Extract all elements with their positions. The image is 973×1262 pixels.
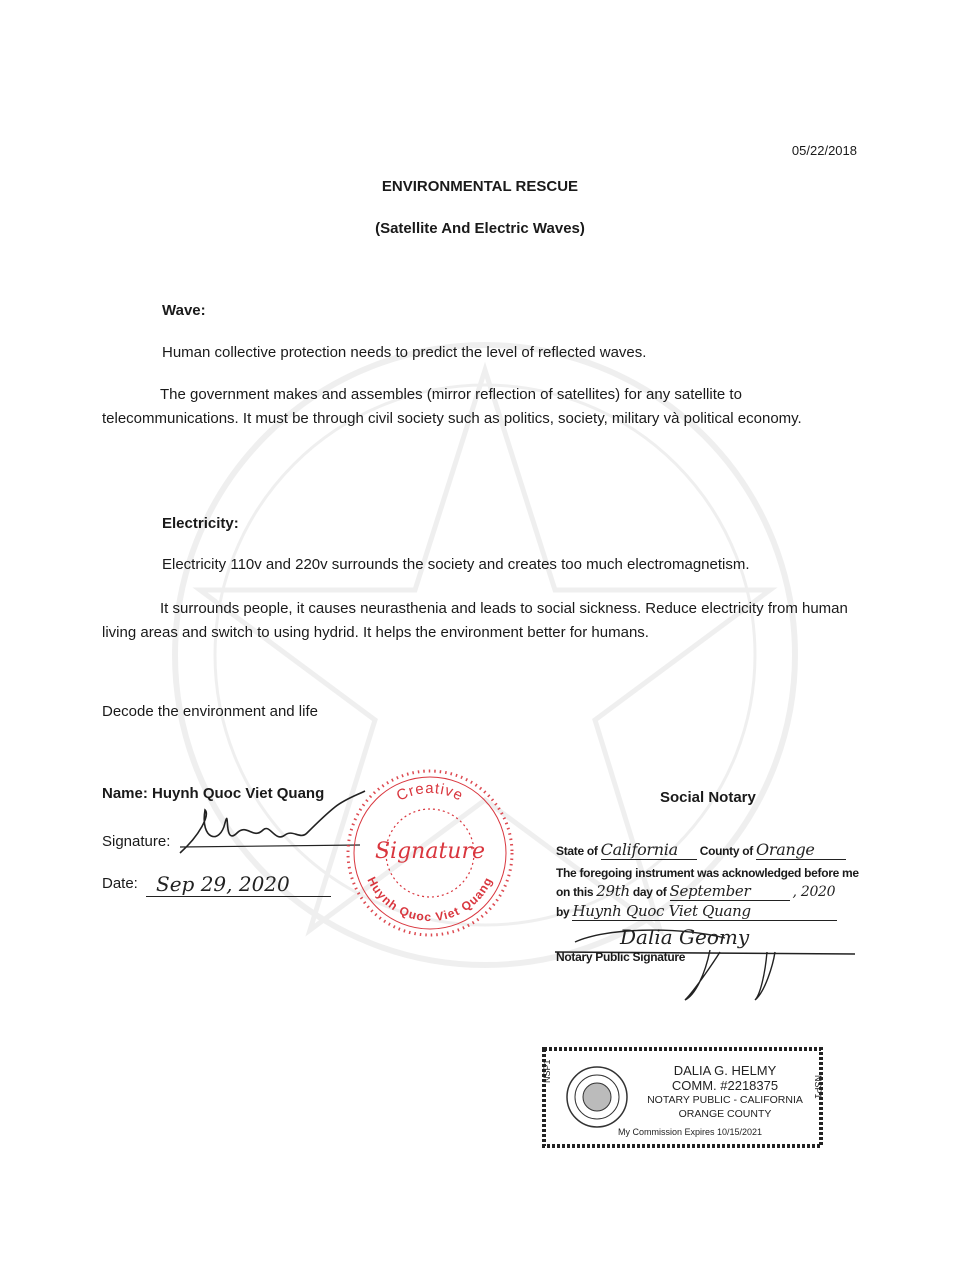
day-of-label: day of bbox=[632, 885, 667, 899]
notary-state-line bbox=[556, 840, 846, 860]
county-value: Orange bbox=[756, 840, 846, 860]
stamp-expiry: My Commission Expires 10/15/2021 bbox=[617, 1127, 763, 1137]
electricity-heading: Electricity: bbox=[162, 515, 239, 532]
creative-signature-seal bbox=[340, 765, 520, 940]
notary-signature-handwritten: Dalia Geomy bbox=[620, 925, 750, 949]
svg-text:Huynh Quoc Viet Quang bbox=[365, 875, 496, 925]
county-label: County of bbox=[699, 844, 753, 858]
document-date: 05/22/2018 bbox=[791, 143, 857, 158]
wave-line: Human collective protection needs to predict the level of reflected waves. bbox=[162, 344, 647, 361]
signed-date: Sep 29, 2020 bbox=[146, 872, 331, 897]
notary-by-line bbox=[556, 902, 837, 921]
year-value: , 2020 bbox=[792, 884, 836, 900]
svg-text:Creative bbox=[394, 780, 466, 805]
wave-heading: Wave: bbox=[162, 302, 206, 319]
wave-paragraph: The government makes and assembles (mirror reflection of satellites) for any satellite to telecommunications. It must be through civil society such as politics, society, military và political economy. bbox=[102, 386, 802, 427]
stamp-comm: COMM. #2218375 bbox=[671, 1078, 779, 1093]
state-value: California bbox=[601, 840, 697, 860]
notary-heading: Social Notary bbox=[660, 789, 756, 806]
seal-bottom-text: Huynh Quoc Viet Quang bbox=[364, 874, 496, 925]
date-label: Date: bbox=[102, 875, 138, 892]
signature-label: Signature: bbox=[102, 833, 171, 850]
stamp-notary-line: NOTARY PUBLIC - CALIFORNIA bbox=[647, 1094, 803, 1106]
electricity-line: Electricity 110v and 220v surrounds the society and creates too much electromagnetism. bbox=[162, 556, 750, 573]
page-subtitle: (Satellite And Electric Waves) bbox=[375, 220, 585, 237]
electricity-paragraph: It surrounds people, it causes neurasthenia and leads to social sickness. Reduce electricity from human living areas and switch to using hydrid. It helps the environment better for humans. bbox=[102, 600, 848, 641]
page-title: ENVIRONMENTAL RESCUE bbox=[381, 178, 579, 195]
state-label: State of bbox=[556, 844, 598, 858]
ack-text: The foregoing instrument was acknowledged before me bbox=[556, 866, 859, 880]
closing-line: Decode the environment and life bbox=[102, 703, 318, 720]
stamp-county: ORANGE COUNTY bbox=[678, 1108, 772, 1120]
seal-center-text: Signature bbox=[374, 839, 486, 864]
day-value: 29th bbox=[596, 882, 630, 900]
on-this-label: on this bbox=[556, 885, 594, 899]
notary-stamp bbox=[540, 1045, 825, 1150]
by-value: Huynh Quoc Viet Quang bbox=[572, 902, 837, 921]
stamp-name: DALIA G. HELMY bbox=[673, 1063, 777, 1078]
notary-date-line bbox=[556, 882, 835, 901]
seal-top-text: Creative bbox=[393, 779, 467, 805]
notary-signature-label: Notary Public Signature bbox=[556, 950, 686, 964]
by-label: by bbox=[556, 905, 570, 919]
stamp-side-code-left: NSP1 bbox=[542, 1059, 552, 1083]
stamp-side-code-right: NSP1 bbox=[813, 1075, 823, 1099]
signer-name: Name: Huynh Quoc Viet Quang bbox=[102, 785, 325, 802]
month-value: September bbox=[670, 882, 790, 901]
